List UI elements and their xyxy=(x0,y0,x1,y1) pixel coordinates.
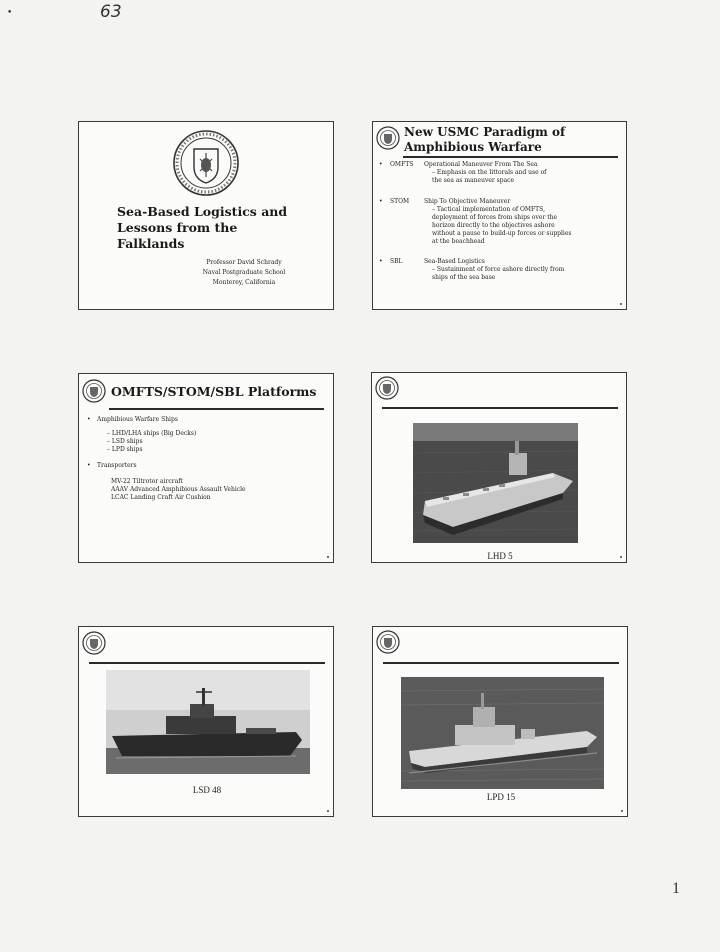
section-heading: Amphibious Warfare Ships xyxy=(97,416,178,423)
navy-seal-icon xyxy=(82,631,106,655)
ship-photo-lpd15 xyxy=(401,677,604,789)
title-rule xyxy=(89,662,325,664)
list-item: MV-22 Tiltrotor aircraft xyxy=(111,478,183,485)
title-rule xyxy=(383,662,619,664)
item-abbr: STOM xyxy=(390,198,410,205)
list-item: AAAV Advanced Amphibious Assault Vehicle xyxy=(111,486,246,493)
corner-dot xyxy=(620,303,622,305)
list-item: LCAC Landing Craft Air Cushion xyxy=(111,494,211,501)
item-abbr: SBL xyxy=(390,258,403,265)
slide-lhd5 xyxy=(371,372,627,563)
navy-seal-icon xyxy=(82,379,106,403)
photo-caption: LPD 15 xyxy=(486,792,516,802)
navy-seal-icon xyxy=(375,376,399,400)
slide2-title: New USMC Paradigm of Amphibious Warfare xyxy=(404,125,566,154)
list-item: – LSD ships xyxy=(107,438,143,445)
photo-caption: LHD 5 xyxy=(487,551,513,561)
section-heading: Transporters xyxy=(97,462,137,469)
item-heading: Sea-Based Logistics xyxy=(424,258,485,265)
slide-paradigm: New USMC Paradigm of Amphibious Warfare • OMFTS Operational Maneuver From The Sea – Emphasis on the littorals and use of the sea as maneuver space • STOM Ship To Objective Maneuver – Tactical implementation of OMFTS, deployment of forces from ships over the horizon directly to the objectives ashore without a pause to build-up forces or supplies at the beachhead • SBL Sea-Based Logistics – Sustainment of force ashore directly from ships of the sea base xyxy=(372,121,627,310)
navy-seal-icon xyxy=(172,129,240,197)
slide-lsd48 xyxy=(78,626,334,817)
navy-seal-icon xyxy=(376,630,400,654)
item-heading: Operational Maneuver From The Sea xyxy=(424,161,538,168)
ship-photo-lhd5 xyxy=(413,423,578,543)
slide3-title: OMFTS/STOM/SBL Platforms xyxy=(111,384,317,399)
item-abbr: OMFTS xyxy=(390,161,414,168)
page-number: 1 xyxy=(672,880,680,897)
slide1-author: Professor David Schrady Naval Postgraduate School Monterey, California xyxy=(202,259,286,286)
slide-lpd15 xyxy=(372,626,628,817)
title-rule xyxy=(382,407,618,409)
item-heading: Ship To Objective Maneuver xyxy=(424,198,511,205)
slide1-title: Sea-Based Logistics and Lessons from the Falklands xyxy=(117,204,288,251)
title-rule xyxy=(403,156,618,158)
corner-dot xyxy=(620,556,622,558)
photo-caption: LSD 48 xyxy=(192,785,222,795)
list-item: – LHD/LHA ships (Big Decks) xyxy=(107,430,197,437)
slide-title-slide xyxy=(78,121,334,310)
handwritten-mark: 63 xyxy=(100,2,122,22)
corner-dot xyxy=(327,810,329,812)
corner-dot xyxy=(327,556,329,558)
platform-list: • Amphibious Warfare Ships – LHD/LHA ships (Big Decks) – LSD ships – LPD ships • Transporters MV-22 Tiltrotor aircraft AAAV Advanced Amphibious Assault Vehicle LCAC Landing Craft Air Cushion xyxy=(87,416,327,502)
title-rule xyxy=(109,408,324,410)
slide-platforms xyxy=(78,373,334,563)
list-item: – LPD ships xyxy=(107,446,143,453)
corner-dot xyxy=(621,810,623,812)
ship-photo-lsd48 xyxy=(106,670,310,774)
navy-seal-icon xyxy=(376,126,400,150)
corner-mark: • xyxy=(7,8,13,18)
